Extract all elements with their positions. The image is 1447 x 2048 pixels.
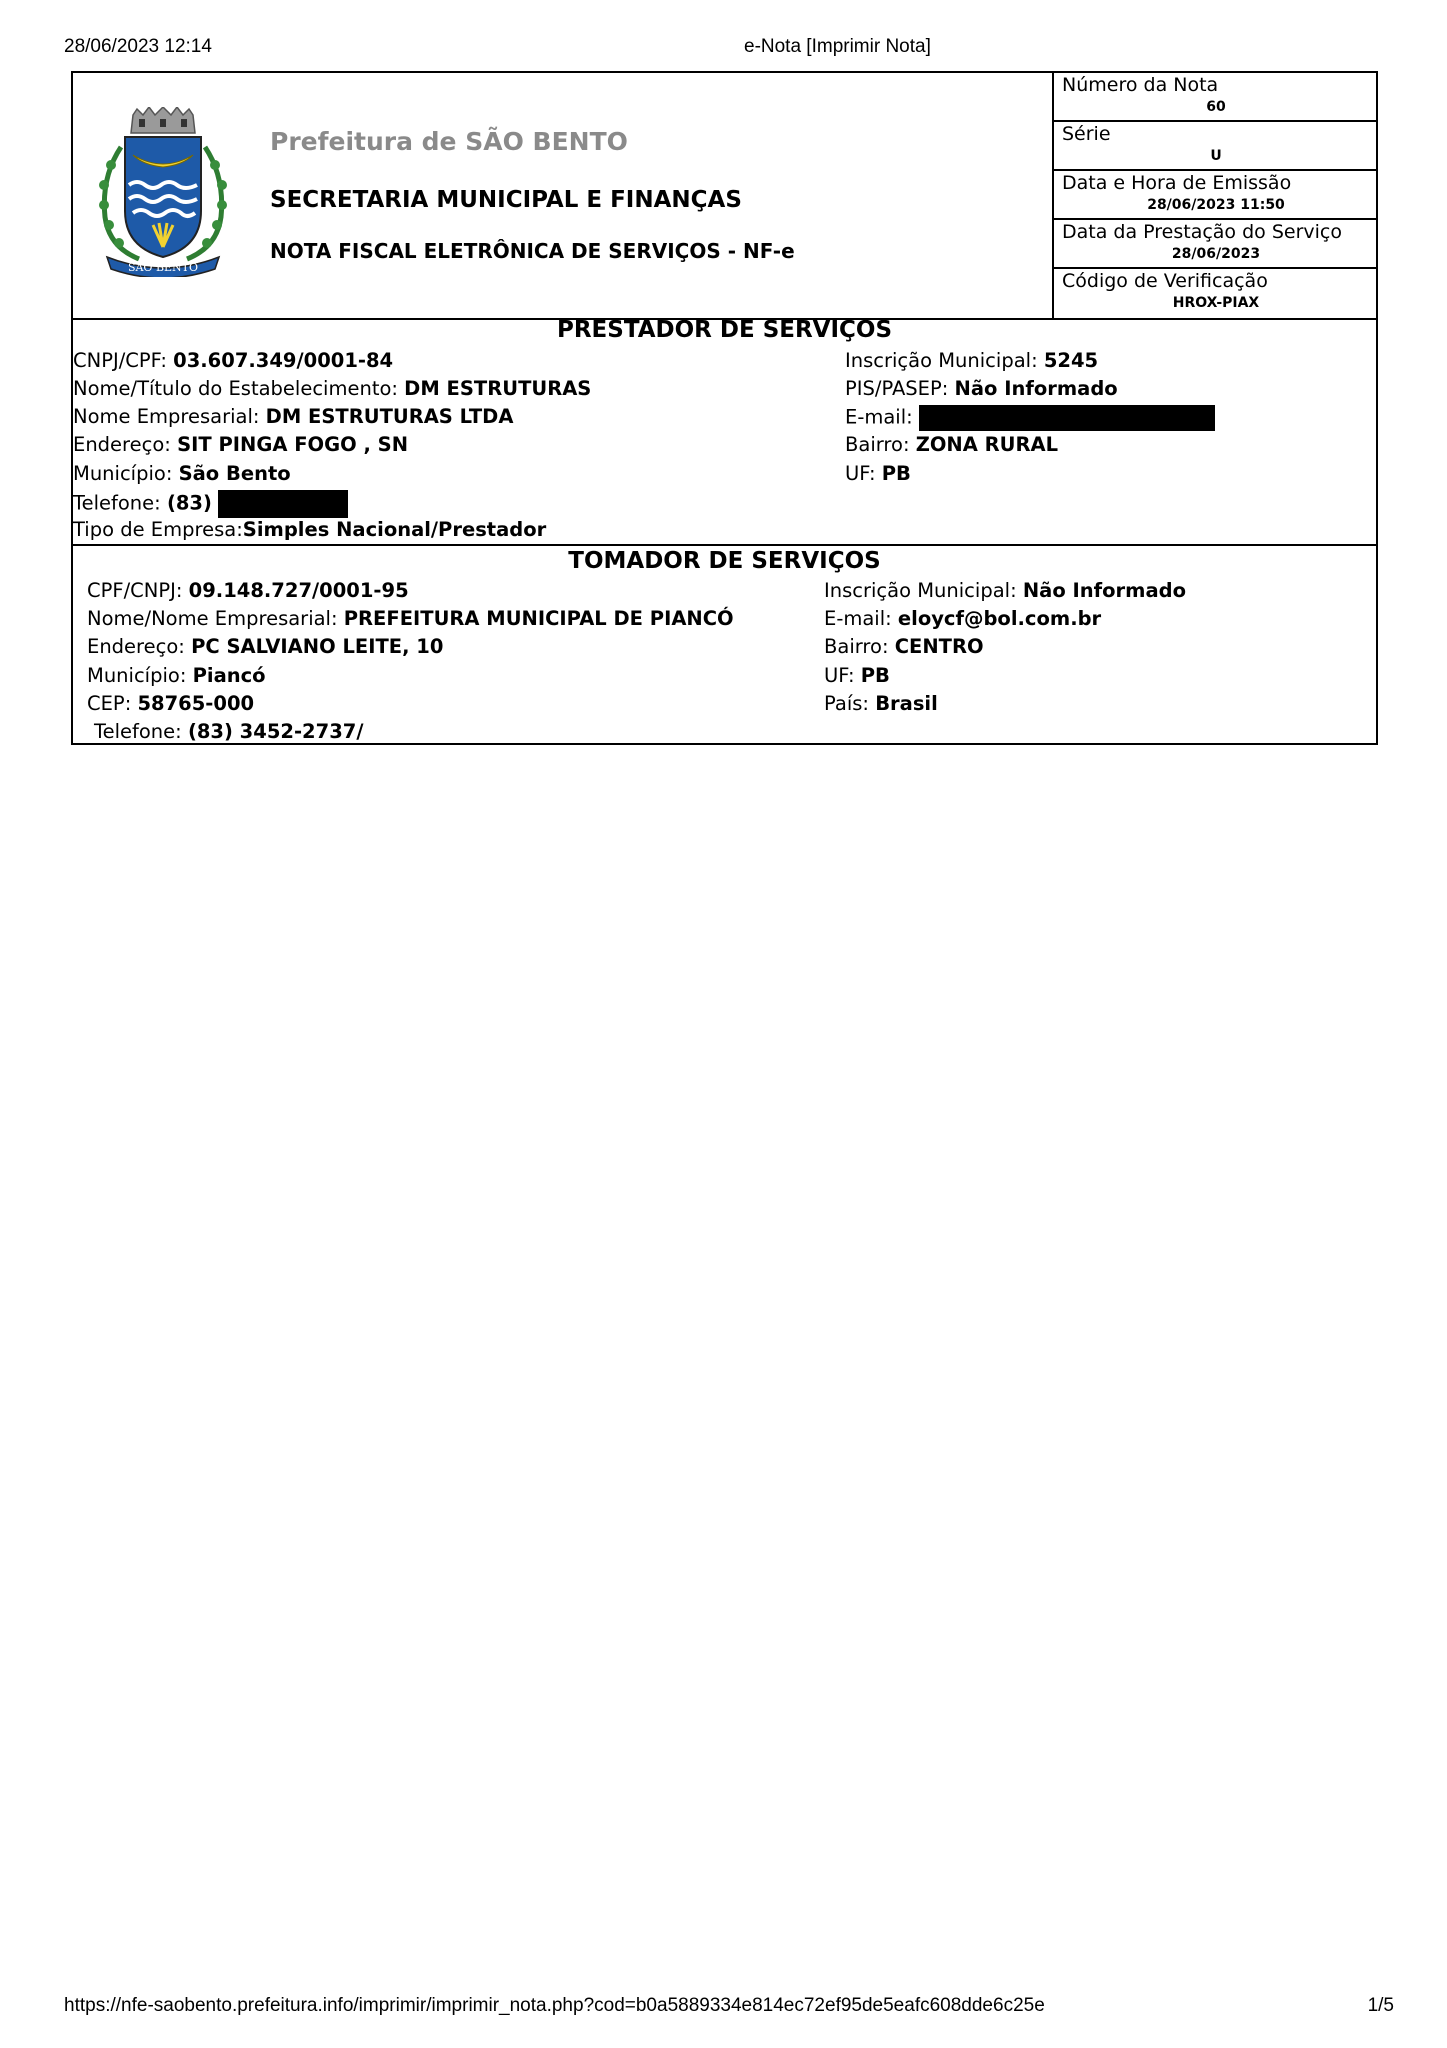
tomador-cep: CEP: 58765-000 <box>87 692 255 715</box>
invoice-header <box>73 73 1376 320</box>
meta-issue-datetime <box>1054 171 1378 220</box>
prestador-cnpj: CNPJ/CPF: 03.607.349/0001-84 <box>73 349 394 372</box>
tomador-inscricao: Inscrição Municipal: Não Informado <box>824 579 1186 602</box>
prestador-email: E-mail: <box>845 405 1215 431</box>
tomador-telefone: Telefone: (83) 3452-2737/ <box>94 720 364 743</box>
print-datetime: 28/06/2023 12:14 <box>64 36 212 57</box>
page-number: 1/5 <box>1367 1995 1394 2016</box>
prestador-uf: UF: PB <box>845 462 911 485</box>
prestador-endereco: Endereço: SIT PINGA FOGO , SN <box>73 433 409 456</box>
print-header <box>64 36 1394 60</box>
tomador-bairro: Bairro: CENTRO <box>824 635 984 658</box>
meta-label: Número da Nota <box>1062 74 1219 96</box>
prestador-section-title: PRESTADOR DE SERVIÇOS <box>556 317 893 343</box>
prestador-telefone: Telefone: (83) <box>73 490 348 518</box>
meta-verification-code <box>1054 269 1378 316</box>
prestador-nome: Nome/Título do Estabelecimento: DM ESTRUTURAS <box>73 377 592 400</box>
prestador-nome-empresarial: Nome Empresarial: DM ESTRUTURAS LTDA <box>73 405 514 428</box>
document-title: NOTA FISCAL ELETRÔNICA DE SERVIÇOS - NF-e <box>270 239 795 263</box>
meta-invoice-number <box>1054 73 1378 122</box>
meta-label: Data e Hora de Emissão <box>1062 172 1292 194</box>
meta-value: 28/06/2023 <box>1171 246 1261 262</box>
tomador-cpf: CPF/CNPJ: 09.148.727/0001-95 <box>87 579 409 602</box>
tomador-uf: UF: PB <box>824 664 890 687</box>
redacted-block <box>919 405 1215 431</box>
meta-value: 60 <box>1206 99 1226 115</box>
logo-ribbon-text: SÃO BENTO <box>127 261 199 274</box>
tomador-section-title: TOMADOR DE SERVIÇOS <box>568 548 881 574</box>
meta-service-date <box>1054 220 1378 269</box>
tomador-email: E-mail: eloycf@bol.com.br <box>824 607 1102 630</box>
prestador-inscricao: Inscrição Municipal: 5245 <box>845 349 1099 372</box>
prestador-bairro: Bairro: ZONA RURAL <box>845 433 1059 456</box>
meta-series <box>1054 122 1378 171</box>
prestador-tipo-empresa: Tipo de Empresa:Simples Nacional/Prestador <box>73 518 547 541</box>
tomador-pais: País: Brasil <box>824 692 938 715</box>
tomador-endereco: Endereço: PC SALVIANO LEITE, 10 <box>87 635 444 658</box>
meta-label: Código de Verificação <box>1062 270 1268 292</box>
invoice-document <box>71 71 1378 745</box>
meta-label: Série <box>1062 123 1111 145</box>
tomador-municipio: Município: Piancó <box>87 664 266 687</box>
print-url: https://nfe-saobento.prefeitura.info/imprimir/imprimir_nota.php?cod=b0a5889334e814ec72ef95de5eafc608dde6c25e <box>64 1995 1045 2016</box>
tomador-section <box>73 544 1376 745</box>
meta-value: 28/06/2023 11:50 <box>1147 197 1285 213</box>
print-footer <box>64 1995 1394 2019</box>
tomador-nome: Nome/Nome Empresarial: PREFEITURA MUNICIPAL DE PIANCÓ <box>87 607 734 630</box>
prestador-municipio: Município: São Bento <box>73 462 291 485</box>
meta-value: U <box>1210 148 1222 164</box>
invoice-meta-box <box>1052 73 1378 318</box>
municipal-coat-of-arms-icon <box>87 107 239 277</box>
prestador-pis: PIS/PASEP: Não Informado <box>845 377 1118 400</box>
organization-name: Prefeitura de SÃO BENTO <box>270 127 628 156</box>
meta-label: Data da Prestação do Serviço <box>1062 221 1342 243</box>
meta-value: HROX-PIAX <box>1172 295 1260 311</box>
print-page-title: e-Nota [Imprimir Nota] <box>744 36 931 57</box>
department-name: SECRETARIA MUNICIPAL E FINANÇAS <box>270 187 742 213</box>
redacted-block <box>218 490 348 518</box>
